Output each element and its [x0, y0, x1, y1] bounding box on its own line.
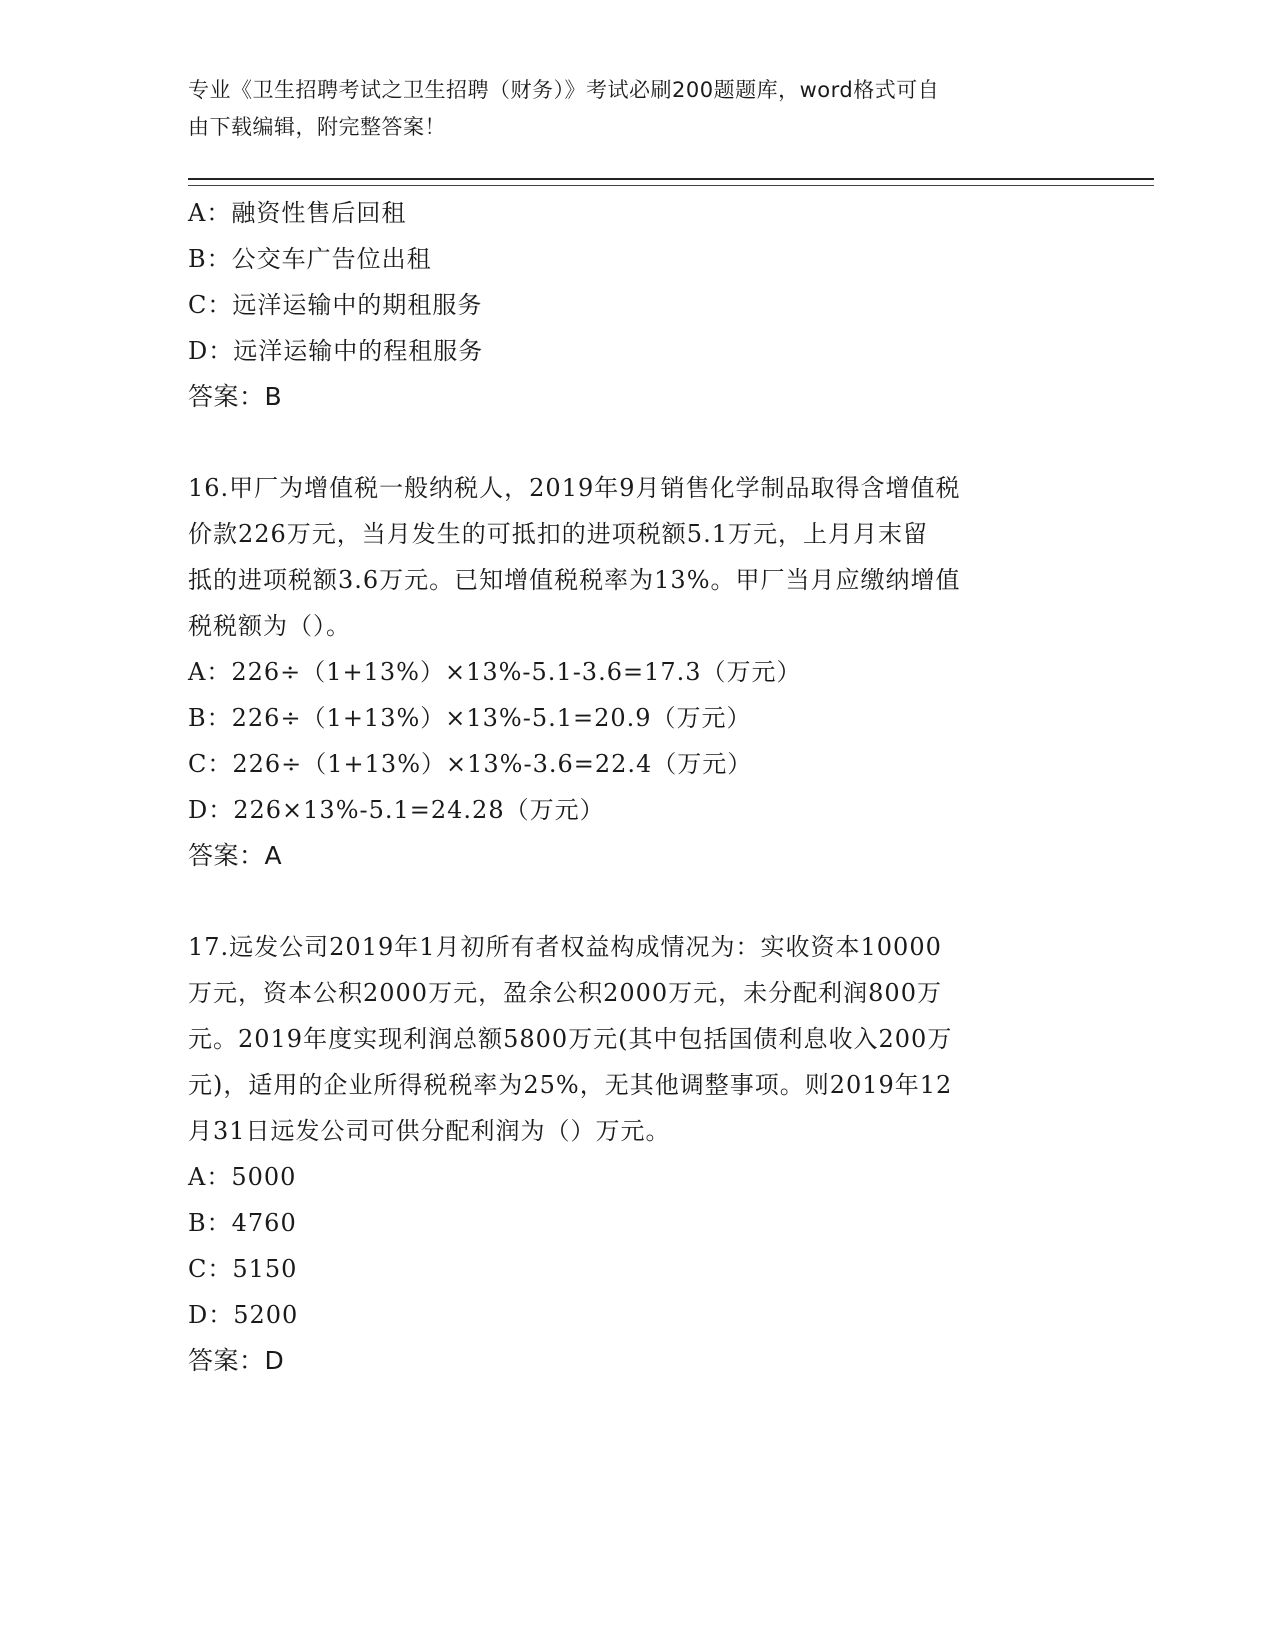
option-b: B：公交车广告位出租 [188, 245, 432, 273]
option-d: D：226×13%-5.1=24.28（万元） [188, 796, 605, 824]
option-d: D：远洋运输中的程租服务 [188, 337, 484, 365]
question-stem-line: 月31日远发公司可供分配利润为（）万元。 [188, 1117, 671, 1145]
question-content [188, 190, 1088, 1384]
header-line: 专业《卫生招聘考试之卫生招聘（财务）》考试必刷200题题库，word格式可自 [188, 78, 940, 102]
question-stem-line: 税税额为（）。 [188, 612, 351, 640]
option-a: A：融资性售后回租 [188, 199, 407, 227]
option-b: B：4760 [188, 1209, 297, 1237]
document-header [188, 72, 1068, 146]
answer-line: 答案：A [188, 841, 283, 870]
option-c: C：5150 [188, 1255, 298, 1283]
header-divider-thin [188, 185, 1154, 186]
question-stem-line: 价款226万元，当月发生的可抵扣的进项税额5.1万元，上月月末留 [188, 520, 928, 548]
option-a: A：226÷（1+13%）×13%-5.1-3.6=17.3（万元） [188, 658, 802, 686]
question-stem-line: 元。2019年度实现利润总额5800万元(其中包括国债利息收入200万 [188, 1025, 953, 1053]
option-d: D：5200 [188, 1301, 299, 1329]
question-stem-line: 元)，适用的企业所得税税率为25%，无其他调整事项。则2019年12 [188, 1071, 953, 1099]
question-16 [188, 465, 1088, 879]
header-divider-thick [188, 178, 1154, 180]
question-15 [188, 190, 1088, 420]
option-c: C：远洋运输中的期租服务 [188, 291, 483, 319]
question-stem-line: 万元，资本公积2000万元，盈余公积2000万元，未分配利润800万 [188, 979, 942, 1007]
question-stem-line: 17.远发公司2019年1月初所有者权益构成情况为：实收资本10000 [188, 933, 942, 961]
option-a: A：5000 [188, 1163, 297, 1191]
option-c: C：226÷（1+13%）×13%-3.6=22.4（万元） [188, 750, 753, 778]
question-17 [188, 924, 1088, 1384]
header-line: 由下载编辑，附完整答案！ [188, 115, 446, 139]
question-stem-line: 16.甲厂为增值税一般纳税人，2019年9月销售化学制品取得含增值税 [188, 474, 961, 502]
question-stem-line: 抵的进项税额3.6万元。已知增值税税率为13%。甲厂当月应缴纳增值 [188, 566, 961, 594]
spacer [188, 420, 1088, 465]
option-b: B：226÷（1+13%）×13%-5.1=20.9（万元） [188, 704, 752, 732]
answer-line: 答案：D [188, 1346, 285, 1375]
spacer [188, 879, 1088, 924]
answer-line: 答案：B [188, 382, 283, 411]
